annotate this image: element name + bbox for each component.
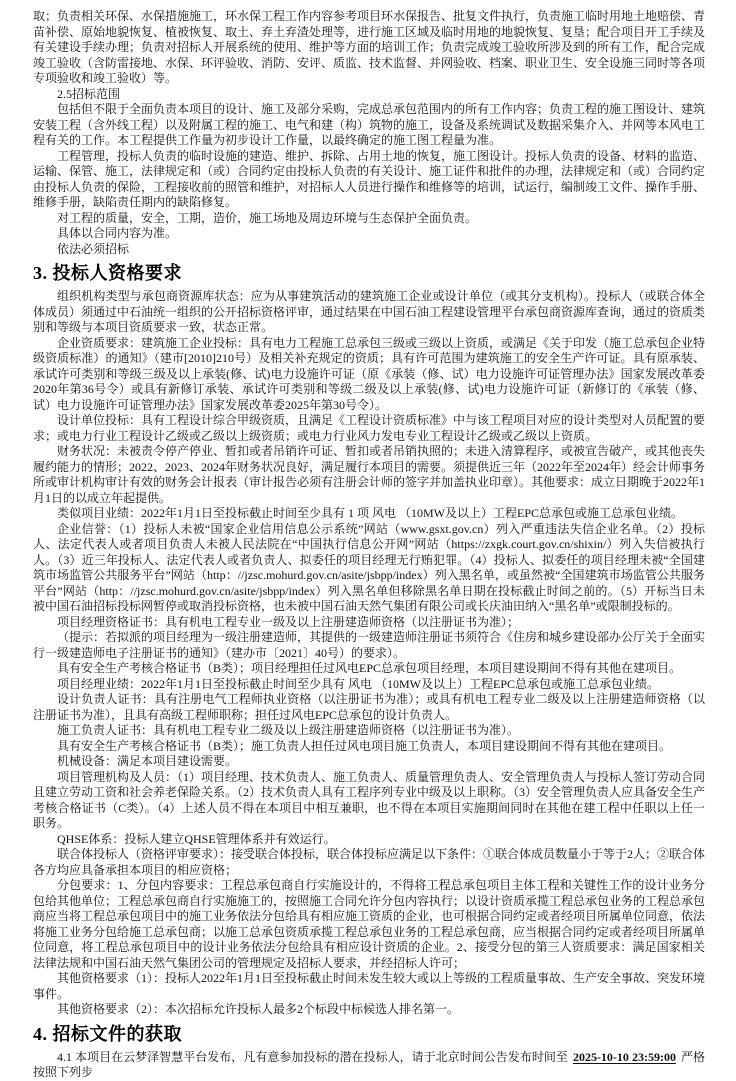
paragraph-other-requirement-1: 其他资格要求（1）：投标人2022年1月1日至投标截止时间未发生较大或以上等级的工程质量事故、生产安全事故、突发环境事件。 — [33, 971, 706, 1001]
paragraph-organization-type: 组织机构类型与承包商资源库状态：应为从事建筑活动的建筑施工企业或设计单位（或其分支机构）。投标人（或联合体全体成员）须通过中石油统一组织的公开招标资格评审，通过结果在中国石油工程建设管理平台承包商资源库查询，通过的资质类别和等级与本项目资质要求一致，状态正常。 — [33, 289, 706, 334]
paragraph-management-team: 项目管理机构及人员：（1）项目经理、技术负责人、施工负责人、质量管理负责人、安全管理负责人与投标人签订劳动合同且建立劳动工资和社会养老保险关系。（2）技术负责人具有工程序列专业中级及以上职称。（3）安全管理负责人应具备安全生产考核合格证书（C类）。（4）上述人员不得在本项目中相互兼职，也不得在本项目实施期间同时在其他在建工程中任职以上任一职务。 — [33, 769, 706, 830]
paragraph-enterprise-qualification: 企业资质要求：建筑施工企业投标：具有电力工程施工总承包三级或三级以上资质，或满足《关于印发（施工总承包企业特级资质标准）的通知》（建市[2010]210号）及相关补充规定的资质；具有许可范围为建筑施工的安全生产许可证。具有原承装、承试许可类别和等级三级及以上承装(修、试)电力设施许可证（原《承装（修、试）电力设施许可证管理办法》国家发展改革委2020年第36号令）或具有新修订承装、承试许可类别和等级二级及以上承装(修、试)电力设施许可证（新修订的《承装（修、试）电力设施许可证管理办法》国家发展改革委2025年第30号令）。 — [33, 335, 706, 412]
paragraph-2-5-heading: 2.5招标范围 — [57, 86, 121, 101]
paragraph-construction-leader-safety: 具有安全生产考核合格证书（B类）；施工负责人担任过风电项目施工负责人，本项目建设期间不得有其他在建项目。 — [57, 738, 672, 753]
paragraph-manager-record: 项目经理业绩：2022年1月1日至投标截止时间至少具有 风电 （10MW及以上）工程EPC总承包或施工总承包业绩。 — [57, 676, 660, 691]
paragraph-overall-responsibility: 对工程的质量，安全，工期，造价，施工场地及周边环境与生态保护全面负责。 — [57, 210, 478, 225]
section-heading-document-acquisition: 4. 招标文件的获取 — [33, 1023, 182, 1044]
paragraph-subcontract-requirements: 分包要求：1、分包内容要求：工程总承包商自行实施设计的，不得将工程总承包项目主体工程和关键性工作的设计业务分包给其他单位；工程总承包商自行实施施工的，按照施工合同允许分包内容执行；以设计资质承揽工程总承包业务的工程总承包商应当将工程总承包项目中的施工业务依法分包给具有相应施工资质的企业，也可根据合同约定或者经项目所属单位同意，依法将施工业务分包给施工总承包商；以施工总承包资质承揽工程总承包业务的工程总承包商，应当根据合同约定或者经项目所属单位同意，将工程总承包项目中的设计业务依法分包给具有相应设计资质的企业。2、接受分包的第三人资质要求：满足国家相关法律法规和中国石油天然气集团公司的管理规定及招标人要求，并经招标人许可； — [33, 878, 706, 970]
paragraph-manager-certificate-note: （提示：若拟派的项目经理为一级注册建造师，其提供的一级建造师注册证书须符合《住房和城乡建设部办公厅关于全面实行一级建造师电子注册证书的通知》（建办市〔2021〕40号）的要求）。 — [33, 630, 706, 660]
paragraph-4-1-platform-release — [33, 1050, 705, 1081]
deadline-line-suffix: 严格按照下列步 — [33, 1049, 706, 1079]
paragraph-bid-scope: 包括但不限于全面负责本项目的设计、施工及部分采购，完成总承包范围内的所有工作内容；负责工程的施工图设计、建筑安装工程（含外线工程）以及附属工程的施工、电气和建（构）筑物的施工，设备及系统调试及数据采集介入、并网等本风电工程有关的工作。本工程提供工作量为初步设计工作量，以最终确定的施工图工程量为准。 — [33, 102, 706, 147]
paragraph-legally-required: 依法必须招标 — [57, 241, 130, 256]
paragraph-design-unit-bid: 设计单位投标：具有工程设计综合甲级资质，且满足《工程设计资质标准》中与该工程项目对应的设计类型对人员配置的要求；或电力行业工程设计乙级或乙级以上级资质；或电力行业风力发电专业工程设计乙级或乙级以上资质。 — [33, 413, 706, 443]
paragraph-consortium-bidder: 联合体投标人（资格评审要求）：接受联合体投标，联合体投标应满足以下条件：①联合体成员数量小于等于2人；②联合体各方均应具备承担本项目的相应资格； — [33, 847, 706, 877]
paragraph-qhse-system: QHSE体系：投标人建立QHSE管理体系并有效运行。 — [57, 831, 336, 846]
deadline-line-prefix: 4.1 本项目在云梦泽智慧平台发布，凡有意参加投标的潜在投标人，请于北京时间公告发布时间至 — [57, 1049, 568, 1064]
paragraph-financial-status: 财务状况：未被责令停产停业、暂扣或者吊销许可证、暂扣或者吊销执照的；未进入清算程序，或被宣告破产，或其他丧失履约能力的情形；2022、2023、2024年财务状况良好，满足履行本项目的需要。须提供近三年（2022年至2024年）经会计师事务所或审计机构审计有效的财务会计报表（审计报告必须有注册会计师的签字并加盖执业印章）。其他要求：成立日期晚于2022年1月1日的以成立年起提供。 — [33, 444, 706, 505]
paragraph-manager-safety-certificate: 具有安全生产考核合格证书（B类）；项目经理担任过风电EPC总承包项目经理，本项目建设期间不得有其他在建项目。 — [57, 661, 682, 675]
deadline-value: 2025-10-10 23:59:00 — [572, 1049, 676, 1064]
paragraph-other-requirement-2: 其他资格要求（2）：本次招标允许投标人最多2个标段中标候选人排名第一。 — [57, 1002, 460, 1016]
paragraph-enterprise-credit: 企业信誉：（1）投标人未被“国家企业信用信息公示系统”网站（www.gsxt.gov.cn）列入严重违法失信企业名单。（2）投标人、法定代表人或者项目负责人未被人民法院在“中国执行信息公开网”网站（https://zxgk.court.gov.cn/shixin/）列入失信被执行人。（3）近三年投标人、法定代表人或者负责人、拟委任的项目经理无行贿犯罪。（4）投标人、拟委任的项目经理未被“全国建筑市场监管公共服务平台”网站（http：//jzsc.mohurd.gov.cn/asite/jsbpp/index）列入黑名单，或虽然被“全国建筑市场监管公共服务平台”网站（http：//jzsc.mohurd.gov.cn/asite/jsbpp/index）列入黑名单但移除黑名单日期在投标截止时间之前的。（5）开标当日未被中国石油招标投标网暂停或取消投标资格，也未被中国石油天然气集团有限公司或长庆油田纳入“黑名单”或限制投标的。 — [33, 521, 705, 613]
paragraph-project-manager-certificate: 项目经理资格证书：具有机电工程专业一级及以上注册建造师资格（以注册证书为准）； — [57, 614, 520, 629]
paragraph-construction-leader-certificate: 施工负责人证书：具有机电工程专业二级及以上级注册建造师资格（以注册证书为准）。 — [57, 723, 520, 737]
paragraph-contract-basis: 具体以合同内容为准。 — [57, 226, 178, 240]
paragraph-machinery-equipment: 机械设备：满足本项目建设需要。 — [57, 754, 238, 768]
paragraph-project-management: 工程管理，投标人负责的临时设施的建造、维护、拆除、占用土地的恢复，施工图设计。投标人负责的设备、材料的监造、运输、保管、施工，法律规定和（或）合同约定由投标人负责的有关设计、施工证件和批件的办理，法律规定和（或）合同约定由投标人负责的保险，工程接收前的照管和维护，对招标人人员进行操作和维修等的培训，试运行，编制竣工文件、操作手册、维修手册，缺陷责任期内的缺陷修复。 — [33, 148, 706, 209]
section-heading-bidder-qualification: 3. 投标人资格要求 — [33, 263, 182, 283]
paragraph-scope-continuation: 取；负责相关环保、水保措施施工，环水保工程工作内容参考项目环水保报告、批复文件执行，负责施工临时用地土地赔偿、青苗补偿、原始地貌恢复、植被恢复、取土、弃土弃渣处理等，进行施工区域及临时用地的地貌恢复、复垦；配合项目开工手续及有关建设手续办理；负责对招标人开展系统的使用、维护等方面的培训工作；负责完成竣工验收所涉及到的所有工作，配合完成竣工验收（含防雷接地、水保、环评验收、消防、安评、质监、技术监督、并网验收、档案、职业卫生、安全设施三同时等各项专项验收和竣工验收）等。 — [33, 9, 706, 85]
paragraph-similar-project-record: 类似项目业绩：2022年1月1日至投标截止时间至少具有 1 项 风电 （10MW及以上）工程EPC总承包或施工总承包业绩。 — [57, 506, 684, 520]
paragraph-design-leader-certificate: 设计负责人证书：具有注册电气工程师执业资格（以注册证书为准）；或具有机电工程专业二级及以上注册建造师资格（以注册证书为准），且具有高级工程师职称；担任过风电EPC总承包的设计负责人。 — [33, 692, 705, 722]
